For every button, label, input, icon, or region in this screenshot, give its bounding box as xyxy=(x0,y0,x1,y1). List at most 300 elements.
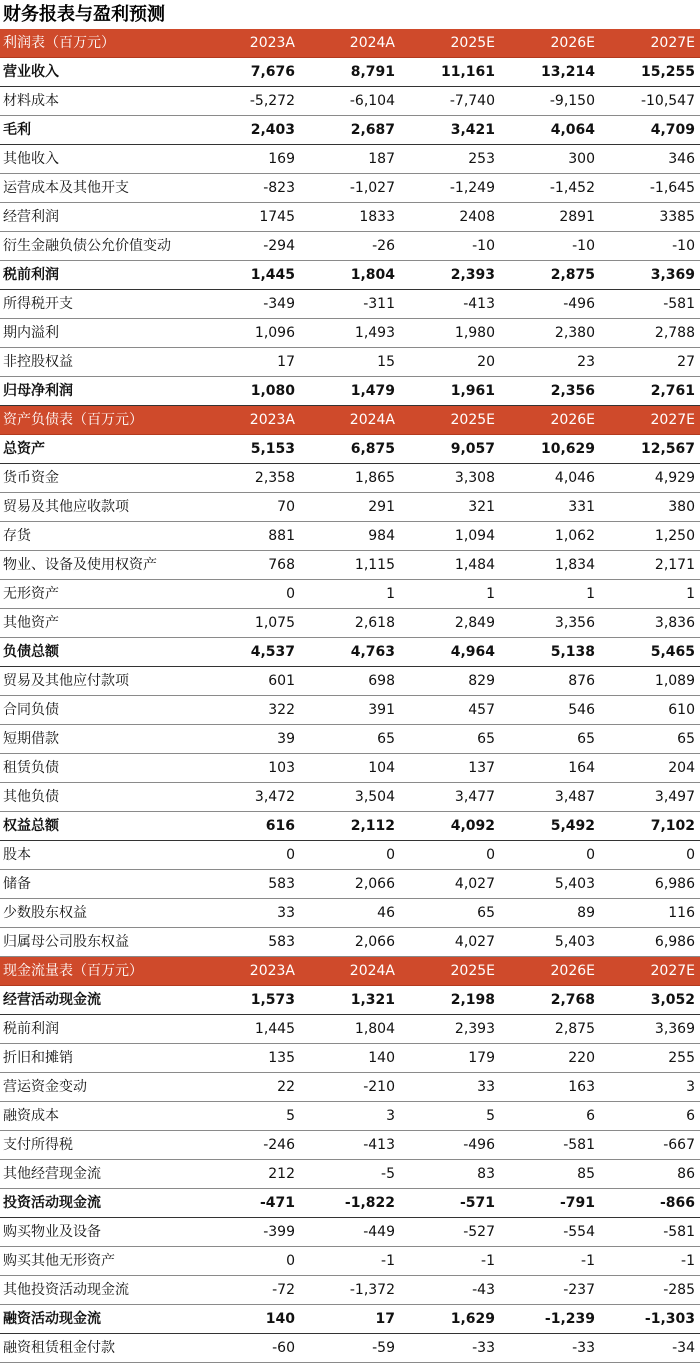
value-cell: 220 xyxy=(568,1050,595,1066)
table-row xyxy=(0,145,700,174)
value-cell: 6,986 xyxy=(654,934,695,950)
year-header: 2027E xyxy=(650,35,695,51)
table-row xyxy=(0,725,700,754)
value-cell: 5,403 xyxy=(554,934,595,950)
table-row xyxy=(0,1131,700,1160)
value-cell: -7,740 xyxy=(449,93,495,109)
row-label: 融资活动现金流 xyxy=(3,1311,101,1327)
value-cell: 1,573 xyxy=(250,992,295,1008)
row-label: 毛利 xyxy=(3,122,31,138)
table-row xyxy=(0,696,700,725)
value-cell: 187 xyxy=(368,151,395,167)
value-cell: 876 xyxy=(568,673,595,689)
value-cell: -399 xyxy=(263,1224,295,1240)
table-row xyxy=(0,580,700,609)
financial-statements xyxy=(0,29,700,1363)
table-row xyxy=(0,1073,700,1102)
value-cell: -496 xyxy=(463,1137,495,1153)
value-cell: 5 xyxy=(286,1108,295,1124)
value-cell: 204 xyxy=(668,760,695,776)
cash-flow-statement xyxy=(0,957,700,1363)
value-cell: 5,153 xyxy=(250,441,295,457)
row-label: 其他负债 xyxy=(3,789,59,805)
value-cell: -449 xyxy=(363,1224,395,1240)
row-label: 其他收入 xyxy=(3,151,59,167)
value-cell: 1,089 xyxy=(654,673,695,689)
value-cell: 3,308 xyxy=(454,470,495,486)
value-cell: 6,875 xyxy=(350,441,395,457)
value-cell: 164 xyxy=(568,760,595,776)
value-cell: 2,393 xyxy=(450,267,495,283)
value-cell: 135 xyxy=(268,1050,295,1066)
value-cell: -26 xyxy=(372,238,395,254)
value-cell: 2408 xyxy=(459,209,495,225)
page-title: 财务报表与盈利预测 xyxy=(3,4,165,25)
value-cell: 321 xyxy=(468,499,495,515)
value-cell: -9,150 xyxy=(549,93,595,109)
table-row xyxy=(0,174,700,203)
value-cell: 1,484 xyxy=(454,557,495,573)
row-label: 投资活动现金流 xyxy=(3,1195,101,1211)
value-cell: -10 xyxy=(572,238,595,254)
value-cell: -237 xyxy=(563,1282,595,1298)
row-label: 期内溢利 xyxy=(3,325,59,341)
value-cell: 3,052 xyxy=(650,992,695,1008)
value-cell: -34 xyxy=(672,1340,695,1356)
value-cell: 4,027 xyxy=(454,876,495,892)
value-cell: -1,249 xyxy=(449,180,495,196)
section-header xyxy=(0,29,700,58)
table-row xyxy=(0,522,700,551)
section-title: 现金流量表（百万元） xyxy=(3,963,143,979)
value-cell: -59 xyxy=(372,1340,395,1356)
value-cell: 322 xyxy=(268,702,295,718)
value-cell: -285 xyxy=(663,1282,695,1298)
value-cell: 116 xyxy=(668,905,695,921)
value-cell: 1,250 xyxy=(654,528,695,544)
value-cell: 46 xyxy=(377,905,395,921)
table-row xyxy=(0,754,700,783)
row-label: 货币资金 xyxy=(3,470,59,486)
value-cell: 17 xyxy=(277,354,295,370)
row-label: 所得税开支 xyxy=(3,296,73,312)
value-cell: 2,849 xyxy=(454,615,495,631)
value-cell: 2,761 xyxy=(650,383,695,399)
row-label: 储备 xyxy=(3,876,31,892)
value-cell: 1,062 xyxy=(554,528,595,544)
value-cell: 8,791 xyxy=(350,64,395,80)
row-label: 衍生金融负债公允价值变动 xyxy=(3,238,171,254)
table-row xyxy=(0,1160,700,1189)
table-row xyxy=(0,1102,700,1131)
value-cell: 300 xyxy=(568,151,595,167)
value-cell: 103 xyxy=(268,760,295,776)
table-row xyxy=(0,348,700,377)
value-cell: -1 xyxy=(381,1253,395,1269)
value-cell: 1 xyxy=(386,586,395,602)
value-cell: 0 xyxy=(286,847,295,863)
row-label: 折旧和摊销 xyxy=(3,1050,73,1066)
value-cell: 3,497 xyxy=(654,789,695,805)
value-cell: 1,115 xyxy=(354,557,395,573)
value-cell: 137 xyxy=(468,760,495,776)
value-cell: -866 xyxy=(659,1195,695,1211)
value-cell: 583 xyxy=(268,934,295,950)
value-cell: 4,929 xyxy=(654,470,695,486)
row-label: 经营利润 xyxy=(3,209,59,225)
value-cell: -413 xyxy=(463,296,495,312)
value-cell: -10 xyxy=(672,238,695,254)
table-row xyxy=(0,812,700,841)
value-cell: 163 xyxy=(568,1079,595,1095)
row-label: 其他投资活动现金流 xyxy=(3,1282,129,1298)
value-cell: 212 xyxy=(268,1166,295,1182)
value-cell: 4,709 xyxy=(650,122,695,138)
row-label: 营运资金变动 xyxy=(3,1079,87,1095)
value-cell: 1,961 xyxy=(450,383,495,399)
row-label: 购买其他无形资产 xyxy=(3,1253,115,1269)
value-cell: -496 xyxy=(563,296,595,312)
table-row xyxy=(0,464,700,493)
row-label: 非控股权益 xyxy=(3,354,73,370)
value-cell: 1 xyxy=(486,586,495,602)
row-label: 其他经营现金流 xyxy=(3,1166,101,1182)
value-cell: -571 xyxy=(459,1195,495,1211)
year-header: 2023A xyxy=(249,412,295,428)
table-row xyxy=(0,783,700,812)
table-row xyxy=(0,116,700,145)
value-cell: 3,369 xyxy=(654,1021,695,1037)
value-cell: 829 xyxy=(468,673,495,689)
year-header: 2024A xyxy=(349,412,395,428)
value-cell: 255 xyxy=(668,1050,695,1066)
row-label: 经营活动现金流 xyxy=(3,992,101,1008)
value-cell: 23 xyxy=(577,354,595,370)
table-row xyxy=(0,319,700,348)
value-cell: 1,075 xyxy=(254,615,295,631)
table-row xyxy=(0,1189,700,1218)
value-cell: 0 xyxy=(386,847,395,863)
row-label: 归属母公司股东权益 xyxy=(3,934,129,950)
value-cell: 2,618 xyxy=(354,615,395,631)
value-cell: 179 xyxy=(468,1050,495,1066)
value-cell: 169 xyxy=(268,151,295,167)
table-row xyxy=(0,261,700,290)
row-label: 税前利润 xyxy=(3,1021,59,1037)
row-label: 短期借款 xyxy=(3,731,59,747)
value-cell: 5,403 xyxy=(554,876,595,892)
value-cell: -527 xyxy=(463,1224,495,1240)
value-cell: 5,138 xyxy=(550,644,595,660)
value-cell: 0 xyxy=(286,1253,295,1269)
value-cell: 2,393 xyxy=(454,1021,495,1037)
value-cell: -72 xyxy=(272,1282,295,1298)
year-header: 2025E xyxy=(450,963,495,979)
table-row xyxy=(0,1247,700,1276)
balance-sheet xyxy=(0,406,700,957)
value-cell: 85 xyxy=(577,1166,595,1182)
row-label: 融资成本 xyxy=(3,1108,59,1124)
table-row xyxy=(0,232,700,261)
table-row xyxy=(0,638,700,667)
section-title: 利润表（百万元） xyxy=(3,35,115,51)
value-cell: -349 xyxy=(263,296,295,312)
value-cell: 0 xyxy=(586,847,595,863)
value-cell: 1,094 xyxy=(454,528,495,544)
value-cell: 1,804 xyxy=(350,267,395,283)
value-cell: 12,567 xyxy=(640,441,695,457)
income-statement xyxy=(0,29,700,406)
value-cell: 140 xyxy=(368,1050,395,1066)
value-cell: -1,372 xyxy=(349,1282,395,1298)
value-cell: 11,161 xyxy=(440,64,495,80)
row-label: 总资产 xyxy=(3,441,45,457)
value-cell: -10,547 xyxy=(640,93,695,109)
value-cell: -1,239 xyxy=(544,1311,595,1327)
value-cell: -1 xyxy=(581,1253,595,1269)
section-header xyxy=(0,957,700,986)
value-cell: 380 xyxy=(668,499,695,515)
table-row xyxy=(0,1015,700,1044)
value-cell: -471 xyxy=(259,1195,295,1211)
table-row xyxy=(0,899,700,928)
table-row xyxy=(0,841,700,870)
value-cell: 15 xyxy=(377,354,395,370)
row-label: 贸易及其他应收款项 xyxy=(3,499,129,515)
value-cell: -667 xyxy=(663,1137,695,1153)
value-cell: 4,027 xyxy=(454,934,495,950)
year-header: 2023A xyxy=(249,963,295,979)
value-cell: 5,492 xyxy=(550,818,595,834)
row-label: 支付所得税 xyxy=(3,1137,73,1153)
value-cell: 583 xyxy=(268,876,295,892)
value-cell: 1,493 xyxy=(354,325,395,341)
value-cell: 7,102 xyxy=(650,818,695,834)
year-header: 2026E xyxy=(550,35,595,51)
value-cell: 2,171 xyxy=(654,557,695,573)
table-row xyxy=(0,667,700,696)
value-cell: -60 xyxy=(272,1340,295,1356)
value-cell: 9,057 xyxy=(450,441,495,457)
section-header xyxy=(0,406,700,435)
year-header: 2024A xyxy=(349,963,395,979)
value-cell: 13,214 xyxy=(540,64,595,80)
row-label: 其他资产 xyxy=(3,615,59,631)
value-cell: 2,358 xyxy=(254,470,295,486)
value-cell: -791 xyxy=(559,1195,595,1211)
value-cell: 391 xyxy=(368,702,395,718)
value-cell: 15,255 xyxy=(640,64,695,80)
table-row xyxy=(0,435,700,464)
value-cell: 3,421 xyxy=(450,122,495,138)
value-cell: 4,537 xyxy=(250,644,295,660)
value-cell: -1,027 xyxy=(349,180,395,196)
value-cell: 22 xyxy=(277,1079,295,1095)
value-cell: 2891 xyxy=(559,209,595,225)
value-cell: 4,064 xyxy=(550,122,595,138)
value-cell: -581 xyxy=(663,296,695,312)
value-cell: -210 xyxy=(363,1079,395,1095)
table-row xyxy=(0,203,700,232)
value-cell: 104 xyxy=(368,760,395,776)
value-cell: 2,875 xyxy=(554,1021,595,1037)
value-cell: 2,356 xyxy=(550,383,595,399)
value-cell: 2,403 xyxy=(250,122,295,138)
value-cell: -294 xyxy=(263,238,295,254)
section-title: 资产负债表（百万元） xyxy=(3,412,143,428)
value-cell: 4,964 xyxy=(450,644,495,660)
value-cell: 0 xyxy=(486,847,495,863)
value-cell: 3385 xyxy=(659,209,695,225)
value-cell: 33 xyxy=(277,905,295,921)
value-cell: 698 xyxy=(368,673,395,689)
row-label: 物业、设备及使用权资产 xyxy=(3,557,157,573)
value-cell: 1,096 xyxy=(254,325,295,341)
value-cell: -1,303 xyxy=(644,1311,695,1327)
value-cell: -33 xyxy=(472,1340,495,1356)
value-cell: -581 xyxy=(563,1137,595,1153)
year-header: 2027E xyxy=(650,412,695,428)
value-cell: 7,676 xyxy=(250,64,295,80)
year-header: 2027E xyxy=(650,963,695,979)
value-cell: 457 xyxy=(468,702,495,718)
table-row xyxy=(0,1305,700,1334)
table-row xyxy=(0,1276,700,1305)
value-cell: -581 xyxy=(663,1224,695,1240)
value-cell: 2,875 xyxy=(550,267,595,283)
value-cell: 3,356 xyxy=(554,615,595,631)
value-cell: 70 xyxy=(277,499,295,515)
value-cell: 2,380 xyxy=(554,325,595,341)
value-cell: 546 xyxy=(568,702,595,718)
value-cell: 2,687 xyxy=(350,122,395,138)
row-label: 贸易及其他应付款项 xyxy=(3,673,129,689)
value-cell: 65 xyxy=(577,731,595,747)
value-cell: 5 xyxy=(486,1108,495,1124)
value-cell: 2,066 xyxy=(354,876,395,892)
value-cell: -1,452 xyxy=(549,180,595,196)
value-cell: 27 xyxy=(677,354,695,370)
value-cell: 1,834 xyxy=(554,557,595,573)
row-label: 营业收入 xyxy=(3,64,59,80)
row-label: 材料成本 xyxy=(3,93,59,109)
value-cell: -1 xyxy=(481,1253,495,1269)
value-cell: 65 xyxy=(477,731,495,747)
value-cell: 3,472 xyxy=(254,789,295,805)
value-cell: 291 xyxy=(368,499,395,515)
row-label: 合同负债 xyxy=(3,702,59,718)
year-header: 2026E xyxy=(550,412,595,428)
value-cell: 1,445 xyxy=(250,267,295,283)
value-cell: 1,629 xyxy=(450,1311,495,1327)
value-cell: -43 xyxy=(472,1282,495,1298)
value-cell: 331 xyxy=(568,499,595,515)
value-cell: 2,768 xyxy=(550,992,595,1008)
value-cell: 3,477 xyxy=(454,789,495,805)
value-cell: -1 xyxy=(681,1253,695,1269)
value-cell: -10 xyxy=(472,238,495,254)
value-cell: -6,104 xyxy=(349,93,395,109)
value-cell: 253 xyxy=(468,151,495,167)
value-cell: 2,198 xyxy=(450,992,495,1008)
value-cell: 5,465 xyxy=(650,644,695,660)
value-cell: 33 xyxy=(477,1079,495,1095)
table-row xyxy=(0,87,700,116)
value-cell: 65 xyxy=(477,905,495,921)
row-label: 租赁负债 xyxy=(3,760,59,776)
row-label: 运营成本及其他开支 xyxy=(3,180,129,196)
value-cell: 86 xyxy=(677,1166,695,1182)
value-cell: 601 xyxy=(268,673,295,689)
value-cell: 6,986 xyxy=(654,876,695,892)
table-row xyxy=(0,1218,700,1247)
value-cell: 140 xyxy=(265,1311,295,1327)
row-label: 负债总额 xyxy=(3,644,59,660)
value-cell: -554 xyxy=(563,1224,595,1240)
row-label: 归母净利润 xyxy=(3,383,73,399)
value-cell: 2,066 xyxy=(354,934,395,950)
value-cell: 3,836 xyxy=(654,615,695,631)
value-cell: -5 xyxy=(381,1166,395,1182)
value-cell: 10,629 xyxy=(540,441,595,457)
table-row xyxy=(0,1334,700,1363)
value-cell: 768 xyxy=(268,557,295,573)
value-cell: 1,804 xyxy=(354,1021,395,1037)
value-cell: 20 xyxy=(477,354,495,370)
row-label: 融资租赁租金付款 xyxy=(3,1340,115,1356)
value-cell: 346 xyxy=(668,151,695,167)
value-cell: 1,479 xyxy=(350,383,395,399)
table-row xyxy=(0,551,700,580)
value-cell: -1,645 xyxy=(649,180,695,196)
value-cell: -5,272 xyxy=(249,93,295,109)
value-cell: -246 xyxy=(263,1137,295,1153)
row-label: 无形资产 xyxy=(3,586,59,602)
table-row xyxy=(0,870,700,899)
value-cell: 0 xyxy=(686,847,695,863)
table-row xyxy=(0,58,700,87)
year-header: 2025E xyxy=(450,35,495,51)
value-cell: 39 xyxy=(277,731,295,747)
row-label: 税前利润 xyxy=(3,267,59,283)
table-row xyxy=(0,290,700,319)
table-row xyxy=(0,1044,700,1073)
value-cell: 1 xyxy=(686,586,695,602)
value-cell: -311 xyxy=(363,296,395,312)
value-cell: 1,321 xyxy=(350,992,395,1008)
value-cell: 83 xyxy=(477,1166,495,1182)
year-header: 2024A xyxy=(349,35,395,51)
value-cell: 2,112 xyxy=(350,818,395,834)
value-cell: 89 xyxy=(577,905,595,921)
value-cell: 4,763 xyxy=(350,644,395,660)
value-cell: 17 xyxy=(375,1311,395,1327)
row-label: 股本 xyxy=(3,847,31,863)
row-label: 存货 xyxy=(3,528,31,544)
table-row xyxy=(0,986,700,1015)
value-cell: 4,046 xyxy=(554,470,595,486)
value-cell: -823 xyxy=(263,180,295,196)
value-cell: -33 xyxy=(572,1340,595,1356)
value-cell: 1,865 xyxy=(354,470,395,486)
row-label: 购买物业及设备 xyxy=(3,1224,101,1240)
value-cell: 1,445 xyxy=(254,1021,295,1037)
value-cell: -413 xyxy=(363,1137,395,1153)
row-label: 权益总额 xyxy=(3,818,59,834)
value-cell: 2,788 xyxy=(654,325,695,341)
table-row xyxy=(0,377,700,406)
value-cell: 3,487 xyxy=(554,789,595,805)
